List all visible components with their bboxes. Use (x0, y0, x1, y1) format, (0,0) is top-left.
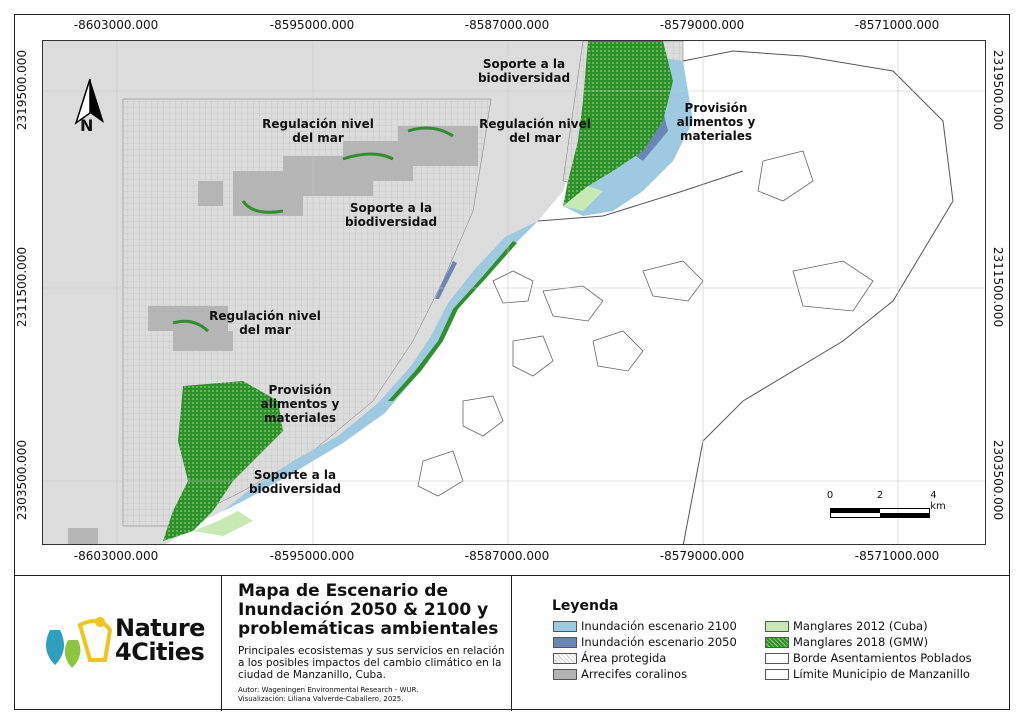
left-tick: 2311500.000 (15, 246, 29, 328)
legend-item: Límite Municipio de Manzanillo (793, 667, 970, 681)
logo-line1: Nature (115, 614, 205, 642)
scale-label-end: 4 km (930, 490, 946, 512)
legend-swatch-settlements (765, 653, 789, 664)
map-subtitle: Principales ecosistemas y sus servicios en relación a los posibles impactos del cambio climático en la ciudad de Manzanillo, Cuba. (238, 645, 505, 681)
panel-divider (221, 576, 222, 711)
logo-text (115, 616, 205, 664)
legend-item: Área protegida (581, 651, 667, 665)
credits (238, 686, 418, 704)
label-soporte-biodiversidad: Soporte a la biodiversidad (477, 57, 571, 85)
legend-item: Inundación escenario 2100 (581, 619, 737, 633)
bottom-tick: -8579000.000 (659, 549, 745, 563)
scale-label-mid: 2 (876, 490, 884, 501)
credit-author: Autor: Wageningen Environmental Research - WUR. (238, 686, 419, 694)
logo-line2: 4Cities (115, 638, 205, 666)
label-provision-alimentos: Provisión alimentos y materiales (260, 383, 340, 425)
right-tick: 2303500.000 (991, 439, 1005, 521)
legend-swatch-flood-2050 (553, 637, 577, 648)
top-tick: -8595000.000 (269, 18, 355, 32)
scale-bar (826, 490, 946, 530)
top-tick: -8571000.000 (854, 18, 940, 32)
legend-title: Leyenda (552, 598, 619, 614)
top-tick: -8587000.000 (464, 18, 550, 32)
legend-item: Arrecifes coralinos (581, 667, 688, 681)
bottom-tick: -8603000.000 (73, 549, 159, 563)
legend-item: Borde Asentamientos Poblados (793, 651, 972, 665)
label-provision-alimentos: Provisión alimentos y materiales (676, 101, 756, 143)
credit-visualization: Visualización: Liliana Valverde-Caballero, 2025. (238, 695, 404, 703)
label-soporte-biodiversidad: Soporte a la biodiversidad (248, 468, 342, 496)
legend-item: Manglares 2018 (GMW) (793, 635, 929, 649)
map-canvas[interactable] (42, 40, 986, 545)
scale-bars (830, 508, 930, 518)
legend-item: Manglares 2012 (Cuba) (793, 619, 928, 633)
label-soporte-biodiversidad: Soporte a la biodiversidad (344, 201, 438, 229)
legend-swatch-municipality (765, 669, 789, 680)
top-tick: -8603000.000 (73, 18, 159, 32)
legend-swatch-coral-reefs (553, 669, 577, 680)
label-regulacion-nivel-mar: Regulación nivel del mar (479, 117, 591, 145)
legend-swatch-mangroves-2018 (765, 637, 789, 648)
legend-swatch-mangroves-2012 (765, 621, 789, 632)
north-label: N (80, 116, 94, 135)
right-tick: 2319500.000 (991, 49, 1005, 131)
right-tick: 2311500.000 (991, 246, 1005, 328)
map-title: Mapa de Escenario de Inundación 2050 & 2100 y problemáticas ambientales (238, 581, 499, 639)
legend-swatch-flood-2100 (553, 621, 577, 632)
panel-divider (511, 576, 512, 711)
bottom-tick: -8595000.000 (269, 549, 355, 563)
scale-label-zero: 0 (826, 490, 834, 501)
label-regulacion-nivel-mar: Regulación nivel del mar (209, 309, 321, 337)
left-tick: 2303500.000 (15, 439, 29, 521)
legend-item: Inundación escenario 2050 (581, 635, 737, 649)
label-regulacion-nivel-mar: Regulación nivel del mar (262, 117, 374, 145)
left-tick: 2319500.000 (15, 49, 29, 131)
bottom-tick: -8571000.000 (854, 549, 940, 563)
top-tick: -8579000.000 (659, 18, 745, 32)
legend-swatch-protected-area (553, 653, 577, 664)
bottom-tick: -8587000.000 (464, 549, 550, 563)
